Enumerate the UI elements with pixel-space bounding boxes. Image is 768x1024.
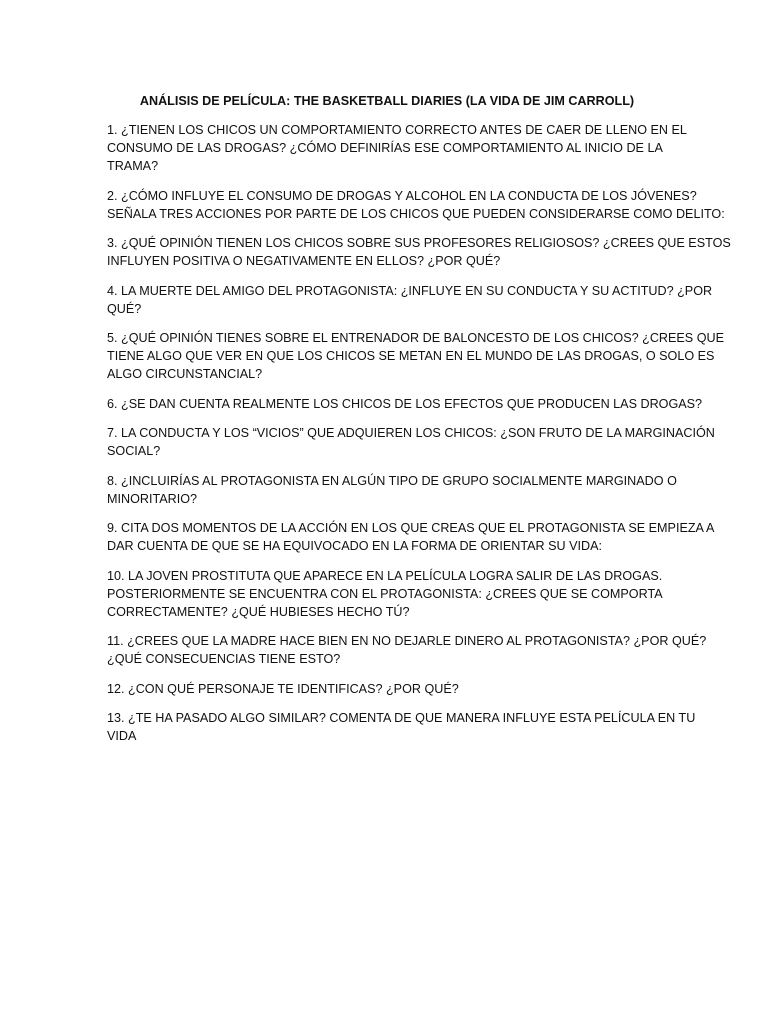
question-11 [107, 632, 707, 668]
question-2-line-1: 2. ¿CÓMO INFLUYE EL CONSUMO DE DROGAS Y ALCOHOL EN LA CONDUCTA DE LOS JÓVENES? [107, 188, 697, 203]
question-1-line-3: TRAMA? [107, 159, 159, 173]
question-8-line-1: 8. ¿INCLUIRÍAS AL PROTAGONISTA EN ALGÚN TIPO DE GRUPO SOCIALMENTE MARGINADO O [107, 473, 677, 488]
question-6 [107, 395, 703, 413]
question-1-line-2: CONSUMO DE LAS DROGAS? ¿CÓMO DEFINIRÍAS ESE COMPORTAMIENTO AL INICIO DE LA [107, 141, 663, 155]
question-13-line-2: VIDA [107, 729, 137, 743]
question-9-line-1: 9. CITA DOS MOMENTOS DE LA ACCIÓN EN LOS QUE CREAS QUE EL PROTAGONISTA SE EMPIEZA A [107, 521, 715, 535]
question-3-line-2: INFLUYEN POSITIVA O NEGATIVAMENTE EN ELLOS? ¿POR QUÉ? [107, 254, 501, 268]
question-10-line-1: 10. LA JOVEN PROSTITUTA QUE APARECE EN LA PELÍCULA LOGRA SALIR DE LAS DROGAS. [107, 568, 663, 583]
question-13-line-1: 13. ¿TE HA PASADO ALGO SIMILAR? COMENTA DE QUE MANERA INFLUYE ESTA PELÍCULA EN TU [107, 711, 696, 725]
question-4 [107, 282, 713, 318]
question-4-line-2: QUÉ? [107, 301, 142, 316]
question-5-line-2: TIENE ALGO QUE VER EN QUE LOS CHICOS SE METAN EN EL MUNDO DE LAS DROGAS, O SOLO ES [107, 349, 715, 363]
question-8-line-2: MINORITARIO? [107, 491, 198, 506]
question-13 [107, 709, 696, 745]
question-1 [107, 121, 687, 175]
question-12 [107, 680, 667, 698]
question-7-line-2: SOCIAL? [107, 444, 161, 458]
question-5-line-1: 5. ¿QUÉ OPINIÓN TIENES SOBRE EL ENTRENADOR DE BALONCESTO DE LOS CHICOS? ¿CREES QUE [107, 331, 724, 345]
document-title: ANÁLISIS DE PELÍCULA: THE BASKETBALL DIARIES (LA VIDA DE JIM CARROLL) [139, 94, 635, 108]
question-11-line-2: ¿QUÉ CONSECUENCIAS TIENE ESTO? [107, 652, 341, 666]
question-7 [107, 424, 715, 460]
question-6-line-1: 6. ¿SE DAN CUENTA REALMENTE LOS CHICOS DE LOS EFECTOS QUE PRODUCEN LAS DROGAS? [107, 396, 703, 411]
question-5 [107, 329, 724, 383]
question-10 [107, 567, 667, 621]
question-12-line-1: 12. ¿CON QUÉ PERSONAJE TE IDENTIFICAS? ¿POR QUÉ? [107, 681, 459, 696]
question-9 [107, 519, 715, 555]
question-7-line-1: 7. LA CONDUCTA Y LOS “VICIOS” QUE ADQUIEREN LOS CHICOS: ¿SON FRUTO DE LA MARGINACIÓN [107, 426, 715, 440]
question-list [107, 121, 731, 757]
question-1-line-1: 1. ¿TIENEN LOS CHICOS UN COMPORTAMIENTO CORRECTO ANTES DE CAER DE LLENO EN EL [107, 123, 687, 137]
question-9-line-2: DAR CUENTA DE QUE SE HA EQUIVOCADO EN LA FORMA DE ORIENTAR SU VIDA: [107, 539, 602, 553]
question-10-line-3: CORRECTAMENTE? ¿QUÉ HUBIESES HECHO TÚ? [107, 604, 410, 619]
question-2-line-2: SEÑALA TRES ACCIONES POR PARTE DE LOS CHICOS QUE PUEDEN CONSIDERARSE COMO DELITO: [107, 206, 725, 221]
question-8 [107, 472, 677, 508]
question-3-line-1: 3. ¿QUÉ OPINIÓN TIENEN LOS CHICOS SOBRE SUS PROFESORES RELIGIOSOS? ¿CREES QUE ESTOS [107, 236, 731, 250]
question-4-line-1: 4. LA MUERTE DEL AMIGO DEL PROTAGONISTA: ¿INFLUYE EN SU CONDUCTA Y SU ACTITUD? ¿POR [107, 283, 713, 298]
question-3 [107, 234, 731, 270]
question-2 [107, 187, 725, 223]
question-5-line-3: ALGO CIRCUNSTANCIAL? [107, 367, 263, 381]
question-10-line-2: POSTERIORMENTE SE ENCUENTRA CON EL PROTAGONISTA: ¿CREES QUE SE COMPORTA [107, 586, 663, 601]
question-11-line-1: 11. ¿CREES QUE LA MADRE HACE BIEN EN NO DEJARLE DINERO AL PROTAGONISTA? ¿POR QUÉ? [107, 634, 707, 648]
